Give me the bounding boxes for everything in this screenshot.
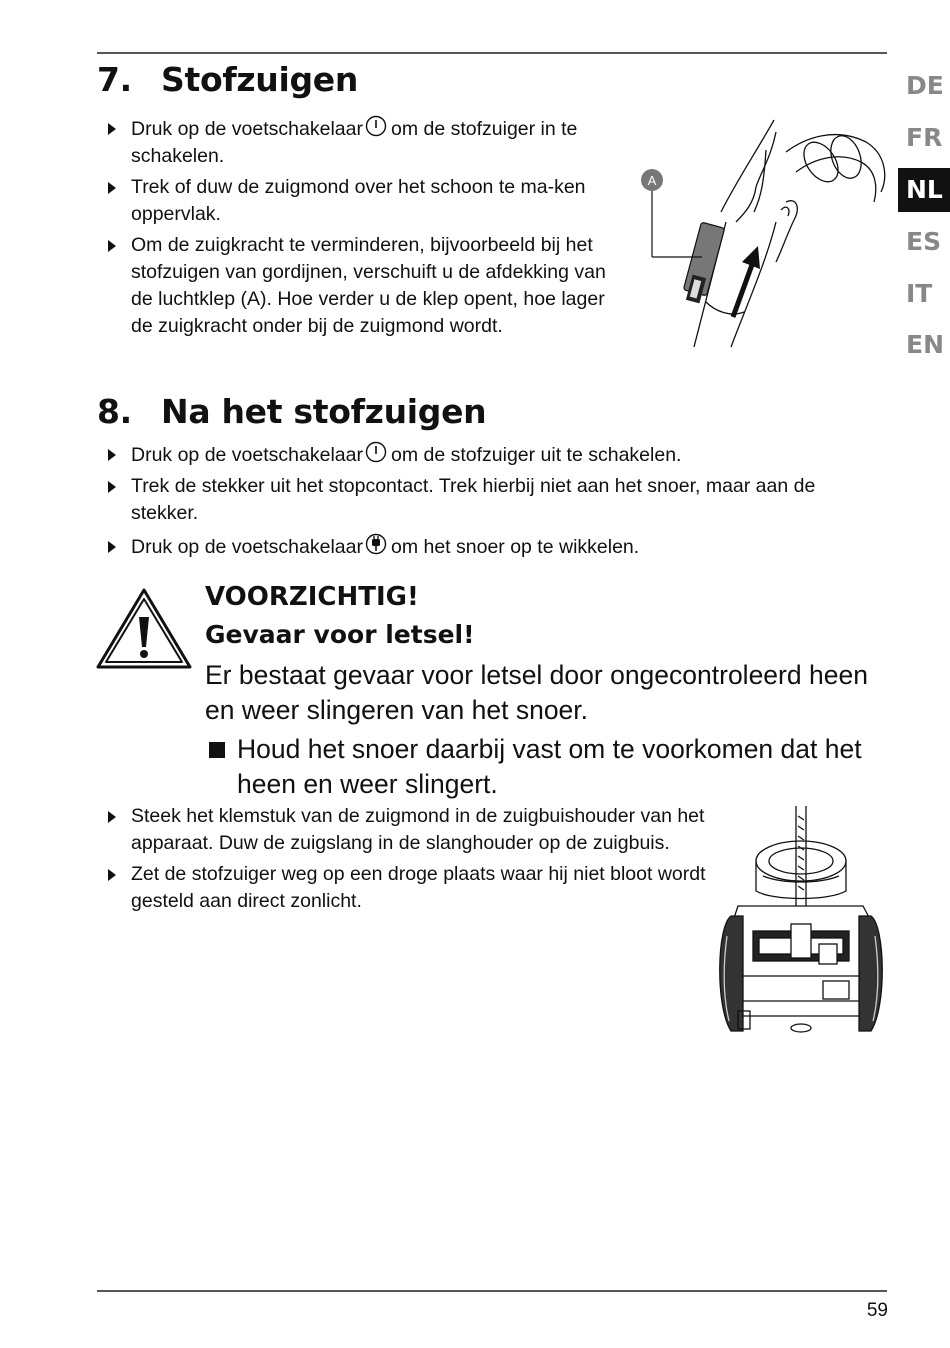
warning-text: Er bestaat gevaar voor letsel door ongecontroleerd heen en weer slingeren van het snoer.	[205, 660, 868, 725]
power-icon	[365, 115, 387, 137]
lang-tab-it[interactable]: IT	[906, 279, 933, 308]
warning-triangle-icon	[95, 587, 193, 671]
section-8-heading	[97, 392, 486, 431]
top-rule	[97, 52, 887, 54]
item-text: Om de zuigkracht te verminderen, bijvoorbeeld bij het stofzuigen van gordijnen, verschuift u de afdekking van de luchtklep (A). Hoe verder u de klep opent, hoe lager de zuigkracht onder bij de zuigmond wordt.	[131, 234, 606, 337]
bullet-arrow-icon	[108, 449, 116, 461]
list-item	[100, 803, 715, 857]
item-text: Druk op de voetschakelaar	[131, 118, 363, 140]
section-7-list	[100, 115, 610, 344]
warning-title: VOORZICHTIG!	[205, 582, 419, 612]
bullet-arrow-icon	[108, 182, 116, 194]
bullet-arrow-icon	[108, 541, 116, 553]
section-title: Na het stofzuigen	[161, 392, 487, 431]
bullet-arrow-icon	[108, 123, 116, 135]
lang-tab-de[interactable]: DE	[906, 71, 944, 100]
square-bullet-icon	[209, 742, 225, 758]
item-text: Steek het klemstuk van de zuigmond in de zuigbuishouder van het apparaat. Duw de zuigslang in de slanghouder op de zuigbuis.	[131, 805, 705, 854]
section-7-heading	[97, 60, 358, 99]
bullet-arrow-icon	[108, 811, 116, 823]
storage-list	[100, 803, 715, 919]
list-item	[100, 533, 880, 561]
vacuum-storage-illustration	[713, 806, 888, 1041]
section-number: 7.	[97, 60, 132, 99]
page-number: 59	[866, 1300, 888, 1321]
lang-tab-es[interactable]: ES	[906, 227, 942, 256]
list-item	[100, 115, 610, 170]
section-title: Stofzuigen	[161, 60, 359, 99]
list-item	[100, 174, 610, 228]
list-item	[100, 441, 880, 469]
item-text: Druk op de voetschakelaar	[131, 444, 363, 466]
cord-rewind-icon	[365, 533, 387, 555]
air-valve-illustration	[636, 112, 891, 352]
warning-item-text: Houd het snoer daarbij vast om te voorkomen dat het heen en weer slingert.	[237, 734, 862, 799]
section-8-list	[100, 441, 880, 565]
callout-a-label: A	[647, 173, 657, 188]
section-number: 8.	[97, 392, 132, 431]
item-text: Trek of duw de zuigmond over het schoon te ma-ken oppervlak.	[131, 176, 586, 225]
list-item	[100, 232, 610, 340]
lang-tab-en[interactable]: EN	[906, 330, 945, 359]
item-text: Druk op de voetschakelaar	[131, 536, 363, 558]
lang-tab-fr[interactable]: FR	[906, 123, 943, 152]
lang-tab-nl[interactable]: NL	[898, 168, 950, 212]
item-text: om het snoer op te wikkelen.	[390, 536, 640, 558]
item-text: Trek de stekker uit het stopcontact. Trek hierbij niet aan het snoer, maar aan de stekker.	[131, 475, 816, 524]
item-text: om de stofzuiger uit te schakelen.	[390, 444, 682, 466]
item-text: Zet de stofzuiger weg op een droge plaats waar hij niet bloot wordt gesteld aan direct zonlicht.	[131, 863, 706, 912]
item-text: om de stofzuiger in te schakelen.	[131, 118, 578, 167]
list-item	[100, 861, 715, 915]
bullet-arrow-icon	[108, 481, 116, 493]
bottom-rule	[97, 1290, 887, 1292]
bullet-arrow-icon	[108, 869, 116, 881]
warning-item	[205, 732, 885, 802]
bullet-arrow-icon	[108, 240, 116, 252]
warning-subtitle: Gevaar voor letsel!	[205, 620, 475, 649]
power-icon	[365, 441, 387, 463]
list-item	[100, 473, 880, 527]
